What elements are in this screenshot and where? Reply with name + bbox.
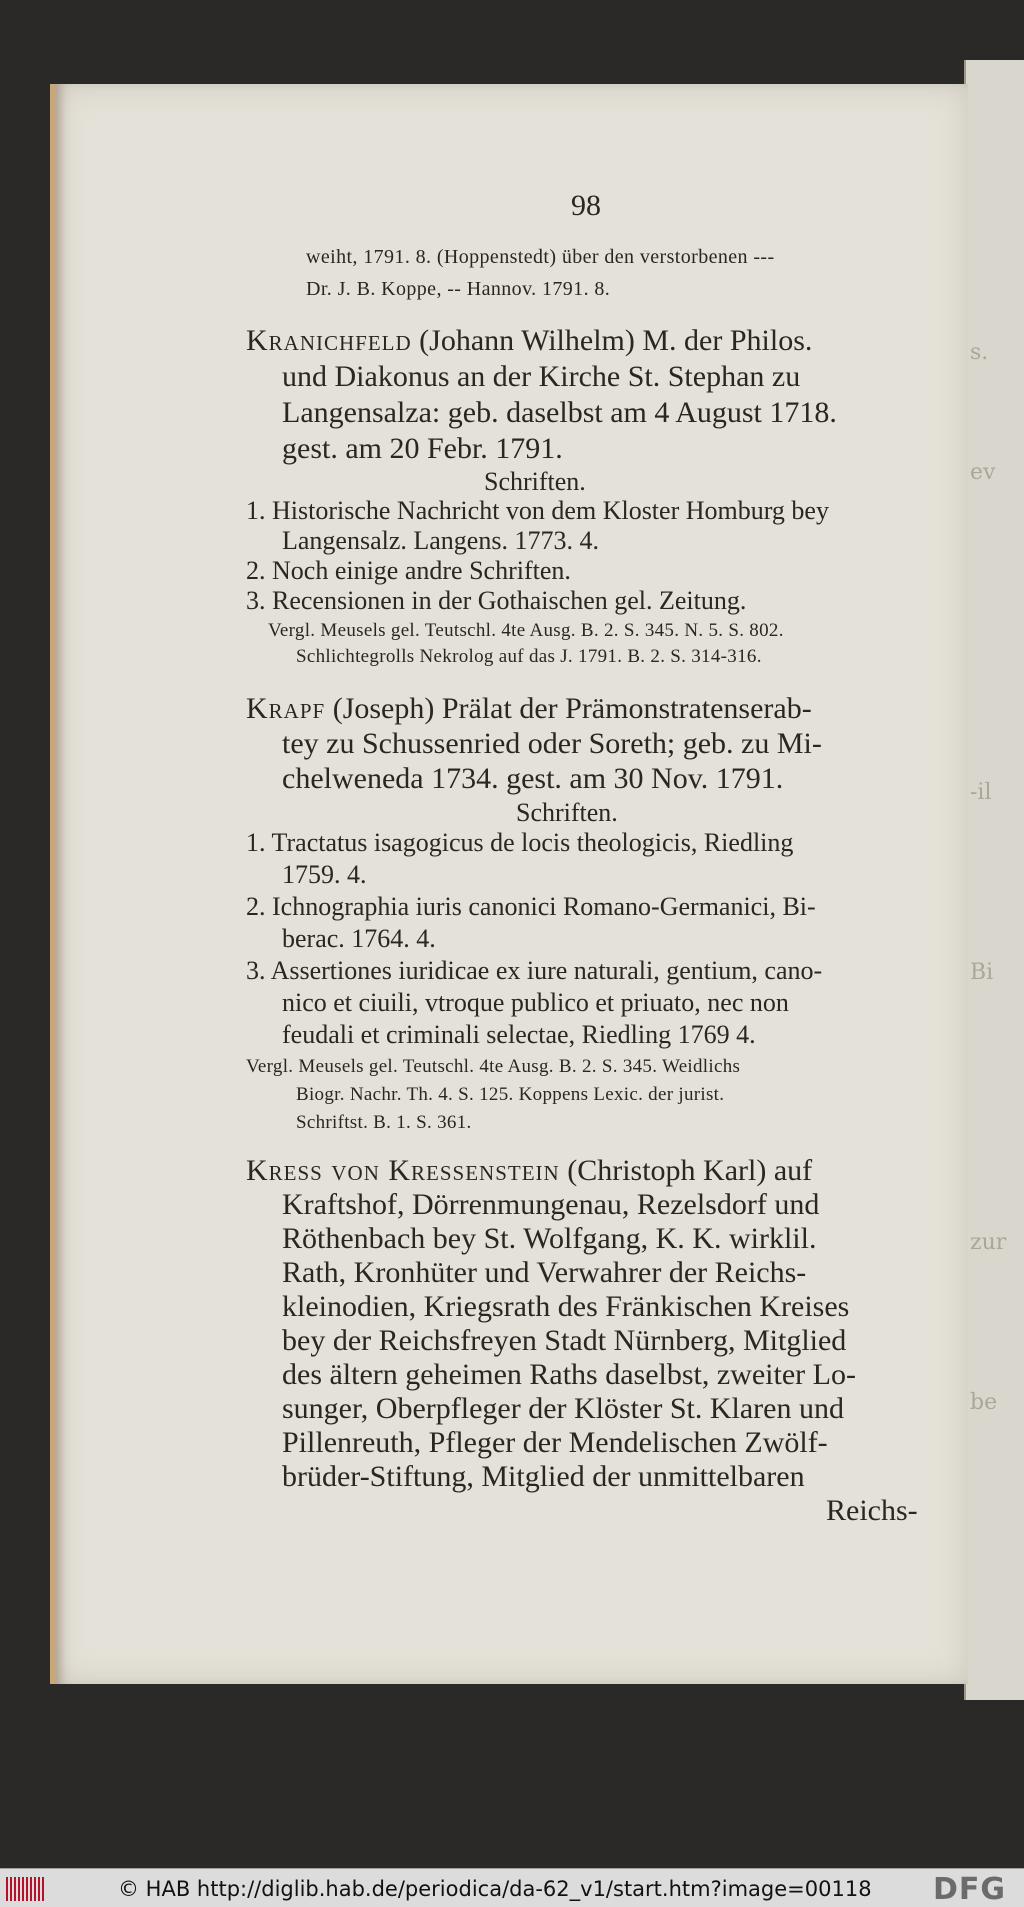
viewer-footer — [0, 1868, 1024, 1907]
schriften-label: Schriften. — [484, 467, 586, 496]
work-item-cont: berac. 1764. 4. — [282, 924, 436, 953]
work-item-cont: nico et ciuili, vtroque publico et priuato, nec non — [282, 988, 789, 1017]
adjacent-page-edge — [964, 60, 1024, 1700]
entry-heading-rest: (Christoph Karl) auf — [567, 1154, 813, 1187]
barcode-icon — [6, 1877, 46, 1901]
reference-line: Vergl. Meusels gel. Teutschl. 4te Ausg. B. 2. S. 345. Weidlichs — [246, 1056, 741, 1077]
entry-line: chelweneda 1734. gest. am 30 Nov. 1791. — [282, 762, 784, 795]
book-page — [50, 84, 968, 1684]
entry-line: sunger, Oberpfleger der Klöster St. Klaren und — [282, 1392, 844, 1425]
entry-heading-line — [246, 692, 812, 726]
bleed-through-text: be — [970, 1390, 998, 1415]
reference-line: Biogr. Nachr. Th. 4. S. 125. Koppens Lexic. der jurist. — [296, 1084, 725, 1105]
entry-line: und Diakonus an der Kirche St. Stephan zu — [282, 360, 801, 393]
entry-line: Rath, Kronhüter und Verwahrer der Reichs- — [282, 1256, 807, 1289]
entry-line: Pillenreuth, Pfleger der Mendelischen Zwölf- — [282, 1426, 828, 1459]
carryover-line: Dr. J. B. Koppe, -- Hannov. 1791. 8. — [306, 278, 611, 300]
entry-name: Kranichfeld — [246, 324, 412, 357]
entry-line: brüder-Stiftung, Mitglied der unmittelbaren — [282, 1460, 805, 1493]
bleed-through-text: s. — [970, 340, 989, 365]
entry-line: Langensalza: geb. daselbst am 4 August 1718. — [282, 396, 837, 429]
entry-line: bey der Reichsfreyen Stadt Nürnberg, Mitglied — [282, 1324, 847, 1357]
entry-name: Krapf — [246, 692, 326, 725]
work-item-cont: 1759. 4. — [282, 860, 367, 889]
entry-line: gest. am 20 Febr. 1791. — [282, 432, 563, 465]
bleed-through-text: zur — [970, 1230, 1007, 1255]
entry-name: Kress von Kressenstein — [246, 1154, 560, 1187]
entry-line: Röthenbach bey St. Wolfgang, K. K. wirklil. — [282, 1222, 817, 1255]
page-number: 98 — [571, 189, 601, 222]
entry-line: des ältern geheimen Raths daselbst, zweiter Lo- — [282, 1358, 856, 1391]
work-item: 1. Historische Nachricht von dem Kloster Homburg bey — [246, 496, 829, 525]
reference-line: Schlichtegrolls Nekrolog auf das J. 1791. B. 2. S. 314-316. — [296, 646, 762, 667]
entry-heading-line — [246, 1154, 812, 1188]
work-item: 2. Noch einige andre Schriften. — [246, 556, 571, 585]
reference-line: Schriftst. B. 1. S. 361. — [296, 1112, 472, 1133]
reference-line: Vergl. Meusels gel. Teutschl. 4te Ausg. B. 2. S. 345. N. 5. S. 802. — [268, 620, 784, 641]
work-item: 3. Recensionen in der Gothaischen gel. Zeitung. — [246, 586, 747, 615]
bleed-through-text: -il — [970, 780, 992, 805]
entry-heading-rest: (Joseph) Prälat der Prämonstratenserab- — [332, 692, 812, 725]
page-content — [56, 84, 968, 1684]
source-credit: © HAB http://diglib.hab.de/periodica/da-62_v1/start.htm?image=00118 — [118, 1877, 872, 1901]
bleed-through-text: Bi — [970, 960, 994, 985]
entry-line: kleinodien, Kriegsrath des Fränkischen Kreises — [282, 1290, 850, 1323]
catchword: Reichs- — [826, 1494, 918, 1527]
carryover-line: weiht, 1791. 8. (Hoppenstedt) über den verstorbenen --- — [306, 246, 775, 268]
entry-line: Kraftshof, Dörrenmungenau, Rezelsdorf und — [282, 1188, 820, 1221]
entry-heading-rest: (Johann Wilhelm) M. der Philos. — [419, 324, 813, 357]
work-item-cont: Langensalz. Langens. 1773. 4. — [282, 526, 599, 555]
work-item: 3. Assertiones iuridicae ex iure naturali, gentium, cano- — [246, 956, 823, 985]
entry-line: tey zu Schussenried oder Soreth; geb. zu Mi- — [282, 727, 822, 760]
bleed-through-text: ev — [970, 460, 996, 485]
schriften-label: Schriften. — [516, 798, 618, 827]
entry-heading-line — [246, 324, 812, 358]
dfg-logo: DFG — [933, 1872, 1007, 1907]
work-item: 1. Tractatus isagogicus de locis theologicis, Riedling — [246, 828, 794, 857]
work-item: 2. Ichnographia iuris canonici Romano-Germanici, Bi- — [246, 892, 816, 921]
work-item-cont: feudali et criminali selectae, Riedling 1769 4. — [282, 1020, 756, 1049]
